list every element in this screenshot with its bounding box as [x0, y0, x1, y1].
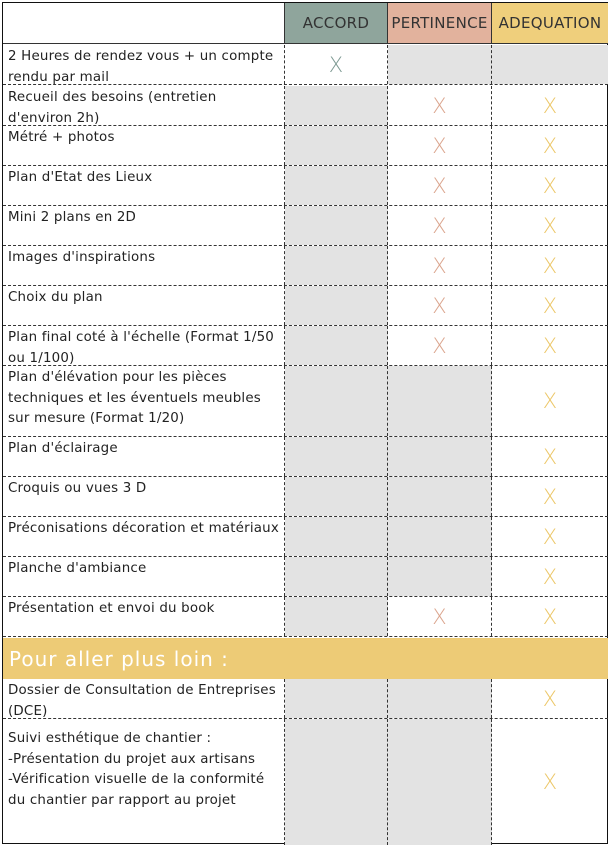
- accord-cell: [285, 45, 388, 84]
- row-label: 2 Heures de rendez vous + un compte rendu par mail: [3, 45, 285, 84]
- adequation-cell: [492, 166, 608, 205]
- accord-cell: [285, 366, 388, 436]
- header-adequation: ADEQUATION: [492, 3, 608, 43]
- header-pertinence: PERTINENCE: [388, 3, 492, 43]
- table-row: [3, 166, 608, 206]
- adequation-check-mark: X: [542, 564, 558, 589]
- adequation-cell: [492, 45, 608, 84]
- pertinence-cell: [388, 246, 492, 285]
- adequation-check-mark: X: [542, 686, 558, 711]
- pertinence-check-mark: X: [432, 213, 447, 238]
- pertinence-cell: [388, 679, 492, 718]
- row-label: Planche d'ambiance: [3, 557, 285, 596]
- table-row: [3, 86, 608, 126]
- accord-cell: [285, 126, 388, 165]
- header-row: [3, 3, 608, 44]
- row-label: Mini 2 plans en 2D: [3, 206, 285, 245]
- adequation-cell: [492, 86, 608, 125]
- accord-cell: [285, 517, 388, 556]
- adequation-check-mark: X: [542, 524, 558, 549]
- pertinence-cell: [388, 597, 492, 636]
- adequation-cell: [492, 206, 608, 245]
- row-label: Plan final coté à l'échelle (Format 1/50 ou 1/100): [3, 326, 285, 365]
- row-label: Présentation et envoi du book: [3, 597, 285, 636]
- table-row: [3, 557, 608, 597]
- accord-cell: [285, 166, 388, 205]
- accord-cell: [285, 286, 388, 325]
- adequation-cell: [492, 679, 608, 718]
- table-row: [3, 477, 608, 517]
- accord-cell: [285, 679, 388, 718]
- row-label: Suivi esthétique de chantier : -Présentation du projet aux artisans -Vérification visuelle de la conformité du chantier par rapport au projet: [3, 719, 285, 845]
- adequation-check-mark: X: [542, 389, 558, 413]
- pertinence-check-mark: X: [432, 93, 447, 118]
- adequation-cell: [492, 557, 608, 596]
- adequation-cell: [492, 477, 608, 516]
- adequation-check-mark: X: [542, 604, 558, 629]
- table-row: [3, 437, 608, 477]
- accord-check-mark: X: [328, 52, 344, 77]
- accord-cell: [285, 719, 388, 845]
- row-label: Métré + photos: [3, 126, 285, 165]
- pertinence-check-mark: X: [432, 253, 447, 278]
- accord-cell: [285, 326, 388, 365]
- adequation-cell: [492, 366, 608, 436]
- adequation-cell: [492, 517, 608, 556]
- accord-cell: [285, 437, 388, 476]
- pertinence-cell: [388, 719, 492, 845]
- pertinence-cell: [388, 286, 492, 325]
- pertinence-cell: [388, 166, 492, 205]
- adequation-check-mark: X: [542, 93, 558, 118]
- adequation-cell: [492, 246, 608, 285]
- table-row: [3, 517, 608, 557]
- adequation-check-mark: X: [542, 293, 558, 318]
- accord-cell: [285, 246, 388, 285]
- adequation-check-mark: X: [542, 770, 558, 794]
- accord-cell: [285, 206, 388, 245]
- table-row: [3, 126, 608, 166]
- table-row: [3, 719, 608, 845]
- row-label: Croquis ou vues 3 D: [3, 477, 285, 516]
- pertinence-cell: [388, 45, 492, 84]
- adequation-cell: [492, 597, 608, 636]
- pertinence-cell: [388, 557, 492, 596]
- pertinence-cell: [388, 86, 492, 125]
- pertinence-cell: [388, 326, 492, 365]
- row-label: Plan d'élévation pour les pièces techniques et les éventuels meubles sur mesure (Format 1/20): [3, 366, 285, 436]
- pertinence-check-mark: X: [432, 604, 447, 629]
- pertinence-cell: [388, 517, 492, 556]
- pertinence-check-mark: X: [432, 293, 447, 318]
- accord-cell: [285, 557, 388, 596]
- row-label: Recueil des besoins (entretien d'environ 2h): [3, 86, 285, 125]
- pertinence-check-mark: X: [432, 333, 447, 358]
- row-label: Plan d'Etat des Lieux: [3, 166, 285, 205]
- row-label: Images d'inspirations: [3, 246, 285, 285]
- row-label: Choix du plan: [3, 286, 285, 325]
- pertinence-cell: [388, 437, 492, 476]
- accord-cell: [285, 86, 388, 125]
- row-label: Dossier de Consultation de Entreprises (DCE): [3, 679, 285, 718]
- pertinence-check-mark: X: [432, 133, 447, 158]
- row-label: Préconisations décoration et matériaux: [3, 517, 285, 556]
- table-row: [3, 246, 608, 286]
- adequation-check-mark: X: [542, 444, 558, 469]
- adequation-check-mark: X: [542, 173, 558, 198]
- pertinence-cell: [388, 477, 492, 516]
- row-label: Plan d'éclairage: [3, 437, 285, 476]
- table-row: [3, 679, 608, 719]
- table-row: [3, 206, 608, 246]
- adequation-check-mark: X: [542, 213, 558, 238]
- pertinence-cell: [388, 366, 492, 436]
- pertinence-cell: [388, 126, 492, 165]
- table-row: [3, 366, 608, 437]
- pertinence-check-mark: X: [432, 173, 447, 198]
- adequation-check-mark: X: [542, 484, 558, 509]
- adequation-check-mark: X: [542, 333, 558, 358]
- table-row: [3, 597, 608, 637]
- adequation-check-mark: X: [542, 133, 558, 158]
- header-empty-cell: [3, 3, 285, 43]
- section-title: Pour aller plus loin :: [3, 638, 608, 679]
- header-accord: ACCORD: [285, 3, 388, 43]
- adequation-check-mark: X: [542, 253, 558, 278]
- adequation-cell: [492, 126, 608, 165]
- adequation-cell: [492, 326, 608, 365]
- table-row: [3, 45, 608, 85]
- adequation-cell: [492, 437, 608, 476]
- table-row: [3, 326, 608, 366]
- table-row: [3, 286, 608, 326]
- accord-cell: [285, 477, 388, 516]
- adequation-cell: [492, 286, 608, 325]
- pertinence-cell: [388, 206, 492, 245]
- accord-cell: [285, 597, 388, 636]
- adequation-cell: [492, 719, 608, 845]
